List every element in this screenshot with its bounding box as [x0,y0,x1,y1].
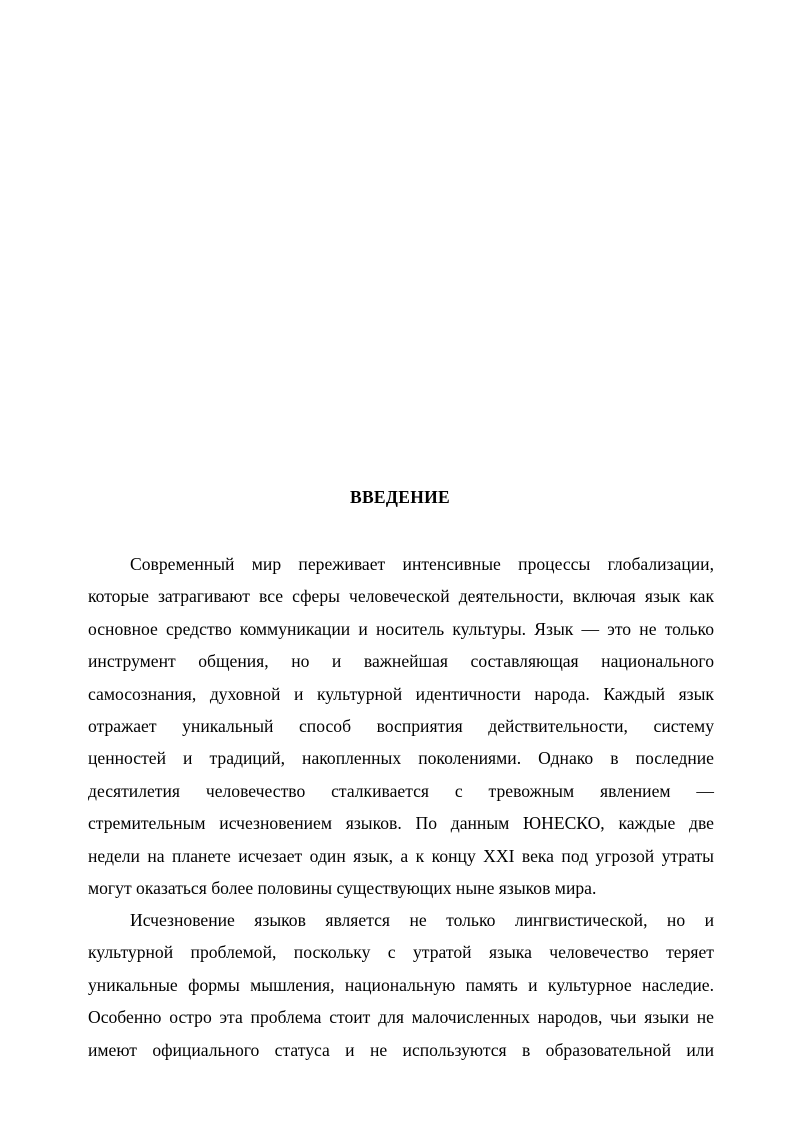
text-line: Современный мир переживает интенсивные процессы глобализации, [130,554,714,574]
text-line: десятилетия человечество сталкивается с тревожным явлением — [88,780,714,801]
text-line: отражает уникальный способ восприятия действительности, систему [88,715,714,736]
text-line: культурной проблемой, поскольку с утратой языка человечество теряет [88,942,714,963]
paragraph-1 [88,548,714,904]
text-line: имеют официального статуса и не используются в образовательной или [88,1039,714,1060]
section-heading: ВВЕДЕНИЕ [349,487,451,507]
text-line: недели на планете исчезает один язык, а к концу XXI века под угрозой утраты [88,845,714,866]
text-line: стремительным исчезновением языков. По данным ЮНЕСКО, каждые две [88,813,714,834]
text-line: Исчезновение языков является не только лингвистической, но и [130,910,714,930]
text-line: самосознания, духовной и культурной идентичности народа. Каждый язык [88,683,714,704]
text-line: инструмент общения, но и важнейшая составляющая национального [88,651,714,672]
text-line: уникальные формы мышления, национальную память и культурное наследие. [88,974,714,995]
paragraph-2 [88,904,714,1066]
text-line: Особенно остро эта проблема стоит для малочисленных народов, чьи языки не [88,1007,714,1028]
text-line: могут оказаться более половины существующих ныне языков мира. [88,877,597,898]
text-line: ценностей и традиций, накопленных поколениями. Однако в последние [88,748,714,769]
text-line: основное средство коммуникации и носитель культуры. Язык — это не только [88,618,714,639]
text-line: которые затрагивают все сферы человеческой деятельности, включая язык как [88,586,714,607]
